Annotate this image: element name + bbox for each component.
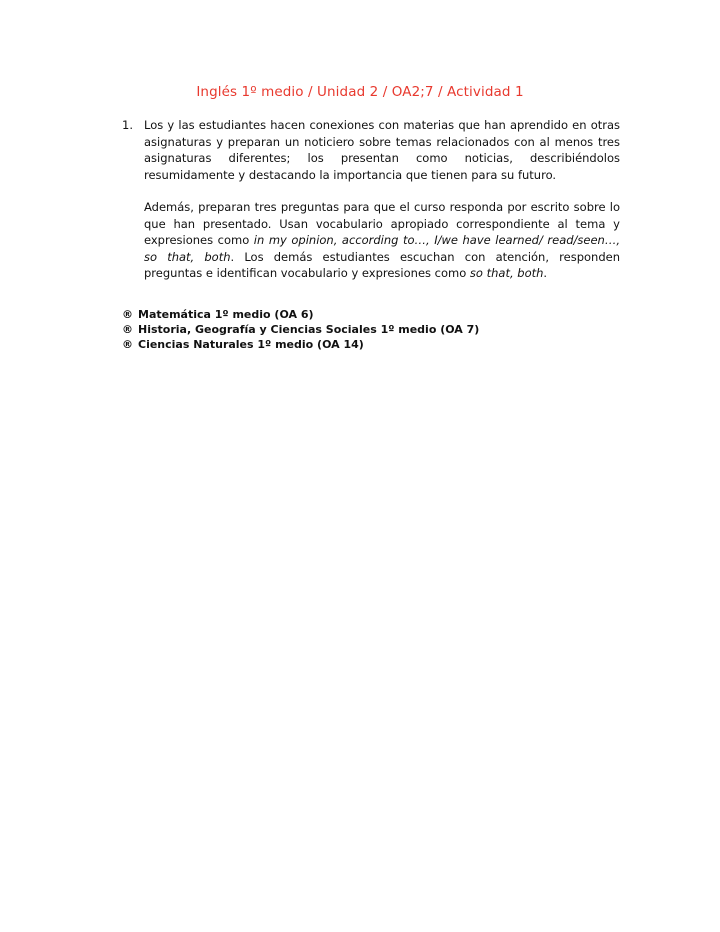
registered-bullet-icon: ®	[122, 322, 133, 336]
related-subject-label: Matemática 1º medio (OA 6)	[138, 307, 314, 321]
related-subject-label: Historia, Geografía y Ciencias Sociales 1º medio (OA 7)	[138, 322, 480, 336]
activity-number: 1.	[122, 118, 133, 132]
activity-paragraph-2: Además, preparan tres preguntas para que el curso responda por escrito sobre lo que han presentado. Usan vocabulario apropiado correspondiente al tema y expresiones como in my opinion, according to…, I/we have learned/ read/seen…, so that, both. Los demás estudiantes escuchan con atención, responden preguntas e identifican vocabulario y expresiones como so that, both.	[144, 200, 620, 280]
related-subjects-list	[122, 307, 720, 352]
activity-item-1	[122, 117, 620, 282]
related-subject-item	[122, 337, 720, 352]
related-subject-label: Ciencias Naturales 1º medio (OA 14)	[138, 337, 364, 351]
activity-paragraph-1: Los y las estudiantes hacen conexiones con materias que han aprendido en otras asignaturas y preparan un noticiero sobre temas relacionados con al menos tres asignaturas diferentes; los presentan como noticias, describiéndolos resumidamente y destacando la importancia que tienen para su futuro.	[144, 118, 620, 182]
registered-bullet-icon: ®	[122, 337, 133, 351]
page-title: Inglés 1º medio / Unidad 2 / OA2;7 / Actividad 1	[196, 84, 524, 100]
related-subject-item	[122, 322, 720, 337]
related-subject-item	[122, 307, 720, 322]
activity-body	[144, 117, 620, 282]
registered-bullet-icon: ®	[122, 307, 133, 321]
